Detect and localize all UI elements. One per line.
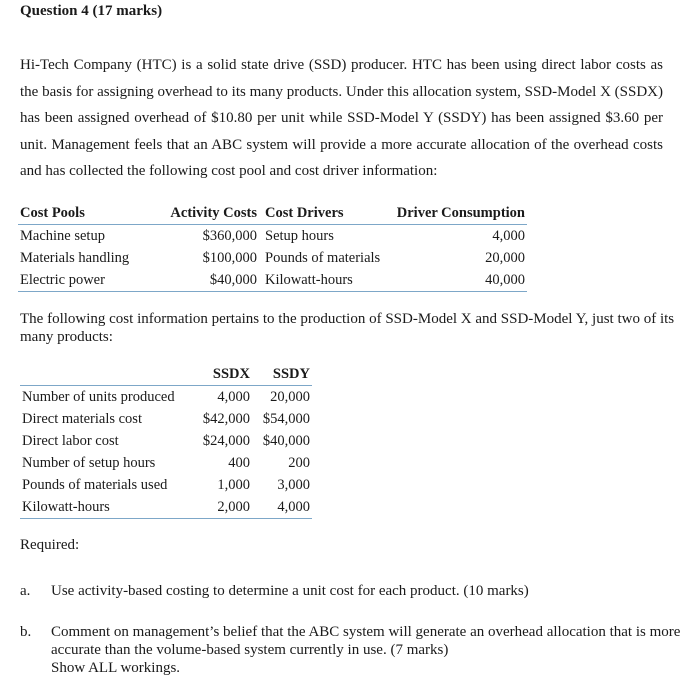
table-row [20, 496, 312, 519]
cell-ssdy: $54,000 [262, 411, 310, 427]
header-activity-costs: Activity Costs [145, 201, 259, 225]
cell-item: Pounds of materials used [22, 477, 168, 493]
header-cost-drivers: Cost Drivers [259, 201, 389, 225]
cell-item: Number of setup hours [22, 455, 156, 471]
cell-cost-driver: Kilowatt-hours [259, 269, 389, 292]
header-driver-consumption: Driver Consumption [389, 201, 527, 225]
cell-driver-consumption: 4,000 [492, 228, 525, 244]
header-blank [20, 362, 192, 386]
cell-ssdx: 4,000 [217, 389, 250, 405]
table-row [20, 386, 312, 409]
cell-cost-pool: Electric power [18, 269, 145, 292]
requirement-b-label: b. [20, 624, 32, 640]
cell-activity-cost: $40,000 [145, 269, 259, 292]
cell-ssdy: $40,000 [262, 433, 310, 449]
cell-ssdx: 1,000 [217, 477, 250, 493]
table-row [20, 430, 312, 452]
production-intro: The following cost information pertains to the production of SSD-Model X and SSD-Model Y, just two of its many products: [20, 311, 675, 345]
cell-ssdy: 200 [288, 455, 310, 471]
requirement-a-text: Use activity-based costing to determine a unit cost for each product. (10 marks) [51, 583, 529, 599]
requirement-a-label: a. [20, 583, 31, 599]
header-ssdx: SSDX [192, 362, 252, 386]
cell-driver-consumption: 20,000 [485, 250, 525, 266]
intro-paragraph: Hi-Tech Company (HTC) is a solid state drive (SSD) producer. HTC has been using direct labor costs as the basis for assigning overhead to its many products. Under this allocation system, SSD-Model X (SSDX) has been assigned overhead of $10.80 per unit while SSD-Model Y (SSDY) has been assigned $3.60 per unit. Management feels that an ABC system will provide a more accurate allocation of the overhead costs and has collected the following cost pool and cost driver information: [20, 57, 663, 180]
cell-cost-pool: Machine setup [20, 228, 105, 244]
header-cost-pools: Cost Pools [18, 201, 145, 225]
table-row [20, 408, 312, 430]
production-cost-table [20, 362, 312, 519]
cost-pool-table [18, 201, 527, 292]
table-row [20, 452, 312, 474]
cell-item: Direct labor cost [22, 433, 119, 449]
cell-cost-pool: Materials handling [20, 250, 130, 266]
table-row [18, 225, 527, 248]
production-header-row [20, 362, 312, 386]
table-row [20, 474, 312, 496]
header-ssdy: SSDY [252, 362, 312, 386]
table-row [18, 269, 527, 292]
cell-driver-consumption: 40,000 [389, 269, 527, 292]
cost-pool-header-row [18, 201, 527, 225]
cell-ssdx: 2,000 [192, 496, 252, 519]
requirement-b-body [51, 623, 691, 677]
cell-activity-cost: $360,000 [202, 228, 257, 244]
cell-item: Kilowatt-hours [20, 496, 192, 519]
question-title: Question 4 (17 marks) [20, 3, 163, 19]
table-row [18, 247, 527, 269]
required-label: Required: [20, 537, 80, 553]
cell-ssdy: 20,000 [270, 389, 310, 405]
cell-item: Number of units produced [22, 389, 175, 405]
cell-ssdy: 4,000 [252, 496, 312, 519]
cell-ssdx: $42,000 [202, 411, 250, 427]
cell-ssdx: 400 [228, 455, 250, 471]
requirement-b-text: Comment on management’s belief that the ABC system will generate an overhead allocation that is more accurate than the volume-based system currently in use. (7 marks) [51, 624, 681, 658]
cell-ssdx: $24,000 [202, 433, 250, 449]
cell-cost-driver: Pounds of materials [265, 250, 381, 266]
cell-activity-cost: $100,000 [202, 250, 257, 266]
requirement-b-workings: Show ALL workings. [51, 660, 181, 676]
cell-item: Direct materials cost [22, 411, 142, 427]
cell-ssdy: 3,000 [277, 477, 310, 493]
cell-cost-driver: Setup hours [265, 228, 334, 244]
